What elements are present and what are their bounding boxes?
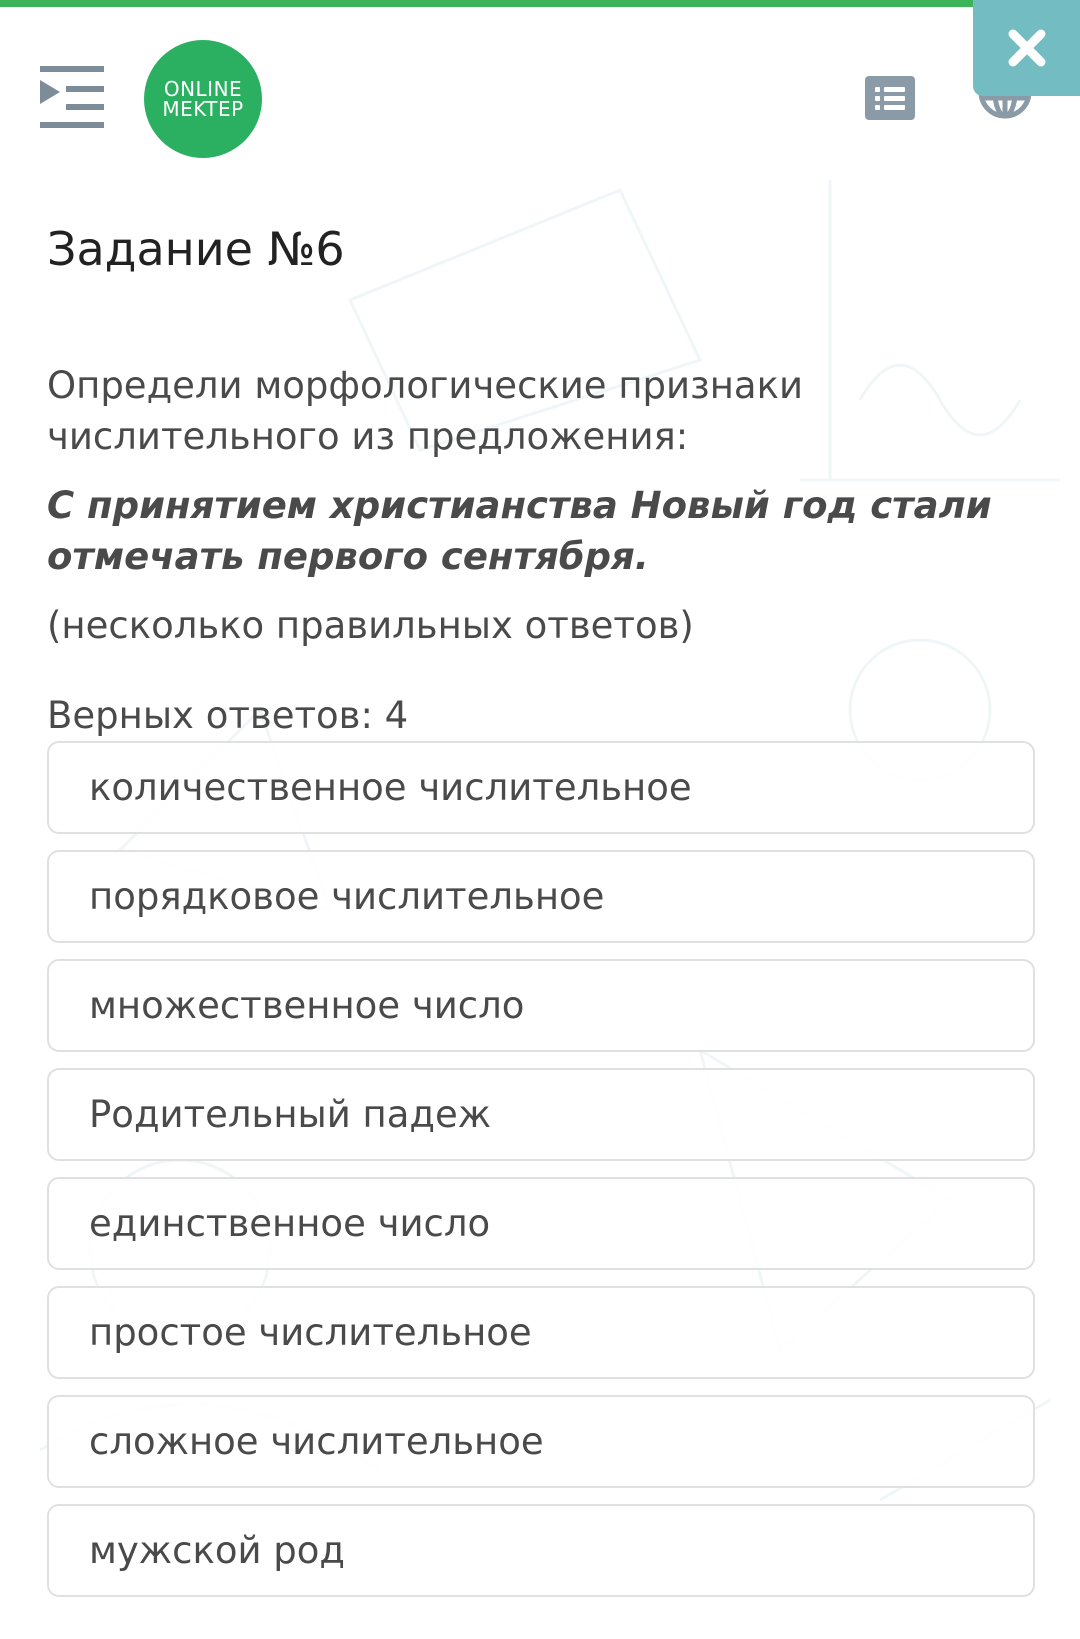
task-title: Задание №6 bbox=[47, 222, 345, 276]
answer-option[interactable]: простое числительное bbox=[47, 1286, 1035, 1379]
online-mektep-logo[interactable] bbox=[144, 40, 262, 158]
task-list-button[interactable] bbox=[865, 76, 915, 120]
menu-toggle-button[interactable] bbox=[38, 64, 108, 130]
logo-line-2: MEKTEP bbox=[162, 97, 244, 121]
answer-hint: (несколько правильных ответов) bbox=[47, 604, 694, 647]
list-icon bbox=[865, 76, 915, 120]
answer-option[interactable]: Родительный падеж bbox=[47, 1068, 1035, 1161]
logo-line-1: ONLINE bbox=[163, 77, 243, 101]
answer-option[interactable]: мужской род bbox=[47, 1504, 1035, 1597]
indent-menu-icon bbox=[38, 64, 108, 130]
answer-option[interactable]: множественное число bbox=[47, 959, 1035, 1052]
task-sentence: С принятием христианства Новый год стали отмечать первого сентября. bbox=[47, 484, 992, 578]
answer-options-list bbox=[47, 741, 1035, 1613]
correct-answers-count: Верных ответов: 4 bbox=[47, 694, 409, 737]
task-question: Определи морфологические признаки числительного из предложения: bbox=[47, 364, 803, 458]
answer-option[interactable]: сложное числительное bbox=[47, 1395, 1035, 1488]
close-icon bbox=[1007, 28, 1047, 68]
answer-option[interactable]: количественное числительное bbox=[47, 741, 1035, 834]
top-accent-bar bbox=[0, 0, 1080, 7]
answer-option[interactable]: порядковое числительное bbox=[47, 850, 1035, 943]
answer-option[interactable]: единственное число bbox=[47, 1177, 1035, 1270]
close-button[interactable] bbox=[973, 0, 1080, 96]
